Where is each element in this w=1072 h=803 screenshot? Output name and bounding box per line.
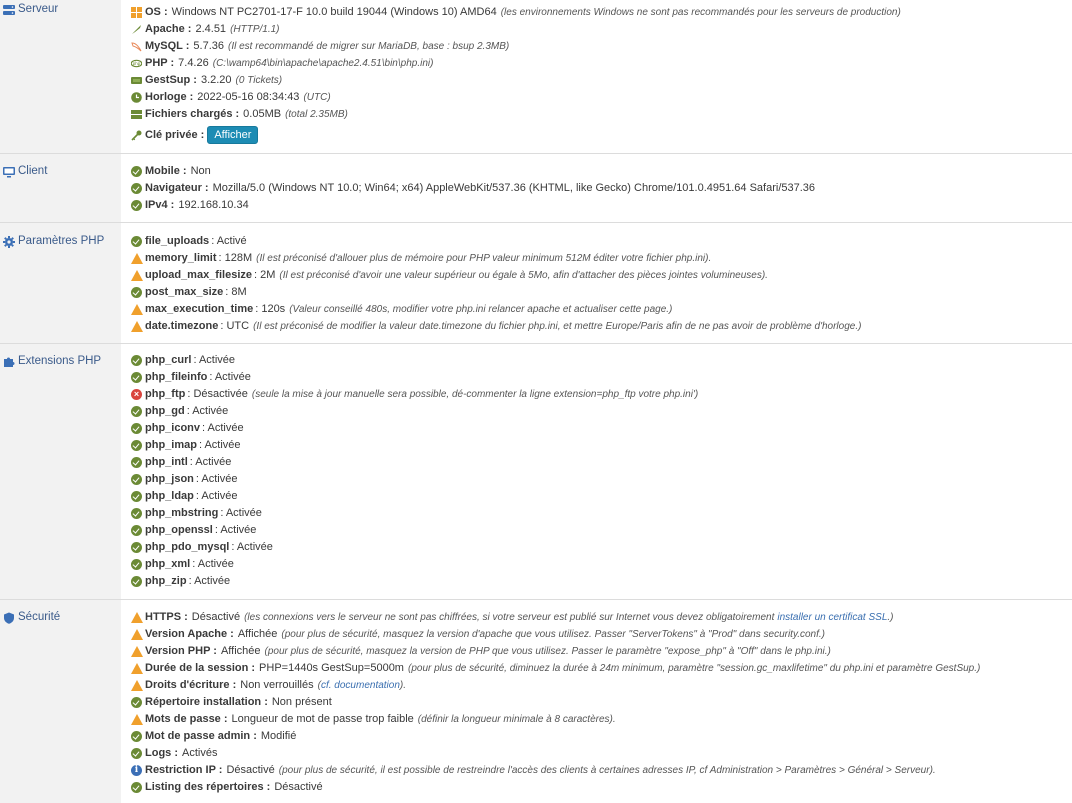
- section-title-securite: Sécurité: [18, 611, 61, 623]
- puzzle-icon: [3, 356, 15, 368]
- sec-row-logs: [131, 745, 1072, 762]
- section-body-client: [121, 154, 1072, 222]
- horloge-note: (UTC): [303, 92, 331, 103]
- warning-icon: [131, 680, 143, 691]
- param-value: : UTC: [220, 320, 250, 332]
- sec-value: Activés: [182, 747, 218, 759]
- check-circle-icon: [131, 423, 142, 434]
- check-circle-icon: [131, 355, 142, 366]
- sec-note: (pour plus de sécurité, il est possible de restreindre l'accès des clients à certaines adresses IP, cf Administration > Paramètres > Général > Serveur).: [278, 765, 936, 776]
- sec-name: Restriction IP :: [145, 764, 223, 776]
- param-value: : 2M: [254, 269, 276, 281]
- check-circle-icon: [131, 508, 142, 519]
- ext-row-php-ldap: [131, 488, 1072, 505]
- documentation-link[interactable]: cf. documentation: [320, 680, 400, 691]
- horloge-value: 2022-05-16 08:34:43: [197, 91, 300, 103]
- ext-row-php-xml: [131, 556, 1072, 573]
- key-icon: [131, 130, 142, 141]
- warning-icon: [131, 304, 143, 315]
- ext-value: : Activée: [214, 524, 257, 536]
- ext-name: php_iconv: [145, 422, 201, 434]
- info-circle-icon: i: [131, 765, 142, 776]
- check-circle-icon: [131, 748, 142, 759]
- sec-value: PHP=1440s GestSup=5000m: [259, 662, 404, 674]
- check-circle-icon: [131, 200, 142, 211]
- sec-name: Version PHP :: [145, 645, 217, 657]
- ext-value: : Activée: [202, 422, 244, 434]
- ipv4-value: 192.168.10.34: [178, 199, 249, 211]
- param-row-date-timezone: [131, 318, 1072, 335]
- check-circle-icon: [131, 457, 142, 468]
- sec-note: (pour plus de sécurité, masquez la version de PHP que vous utilisez. Passer le paramètre "expose_php" à "Off" dans le php.ini.): [264, 646, 831, 657]
- sec-value: Désactivé: [226, 764, 275, 776]
- install-ssl-link[interactable]: installer un certificat SSL: [777, 612, 888, 623]
- ext-name: php_curl: [145, 354, 192, 366]
- sec-value: Longueur de mot de passe trop faible: [231, 713, 414, 725]
- fichiers-value: 0.05MB: [243, 108, 282, 120]
- sec-row-restriction-ip: [131, 762, 1072, 779]
- apache-value: 2.4.51: [195, 23, 227, 35]
- sec-row-duree-session: [131, 660, 1072, 677]
- fichiers-label: Fichiers chargés :: [145, 108, 240, 120]
- param-value: : 128M: [218, 252, 253, 264]
- check-circle-icon: [131, 372, 142, 383]
- ext-row-php-curl: [131, 352, 1072, 369]
- info-row-cle: [131, 123, 1072, 147]
- sec-value: Modifié: [260, 730, 297, 742]
- ext-name: php_pdo_mysql: [145, 541, 230, 553]
- ext-name: php_imap: [145, 439, 197, 451]
- sec-row-listing-repertoires: [131, 779, 1072, 796]
- section-label-extensions: [0, 344, 121, 599]
- warning-icon: [131, 629, 143, 640]
- check-circle-icon: [131, 576, 142, 587]
- sec-value: Désactivé: [191, 611, 241, 623]
- param-row-post-max-size: [131, 284, 1072, 301]
- apache-feather-icon: [131, 24, 142, 35]
- info-row-fichiers: [131, 106, 1072, 123]
- check-circle-icon: [131, 542, 142, 553]
- sec-row-mot-de-passe-admin: [131, 728, 1072, 745]
- section-securite: [0, 600, 1072, 803]
- section-title-serveur: Serveur: [18, 3, 59, 15]
- sec-note: (définir la longueur minimale à 8 caractères).: [417, 714, 616, 725]
- param-row-memory-limit: [131, 250, 1072, 267]
- param-note: (Il est préconisé de modifier la valeur date.timezone du fichier php.ini, et mettre Europe/Paris afin de ne pas avoir de problème d'horloge.): [253, 321, 862, 332]
- section-label-securite: [0, 600, 121, 803]
- section-label-serveur: [0, 0, 121, 153]
- sec-name: Logs :: [145, 747, 178, 759]
- ext-value: : Activée: [195, 473, 238, 485]
- param-value: : 120s: [255, 303, 286, 315]
- ipv4-label: IPv4 :: [145, 199, 175, 211]
- mysql-label: MySQL :: [145, 40, 190, 52]
- check-circle-icon: [131, 183, 142, 194]
- sec-note: (pour plus de sécurité, masquez la version d'apache que vous utilisez. Passer "ServerTokens" à "Prod" dans security.conf.): [281, 629, 826, 640]
- sec-name: Listing des répertoires :: [145, 781, 271, 793]
- cle-label: Clé privée :: [145, 128, 205, 141]
- sec-row-https: [131, 609, 1072, 626]
- check-circle-icon: [131, 474, 142, 485]
- ext-row-php-json: [131, 471, 1072, 488]
- ext-value: : Activée: [192, 558, 234, 570]
- section-body-parametres: [121, 223, 1072, 343]
- warning-icon: [131, 253, 143, 264]
- ext-row-php-iconv: [131, 420, 1072, 437]
- os-label: OS :: [145, 6, 168, 18]
- section-parametres-php: [0, 223, 1072, 344]
- param-value: : Activé: [211, 235, 247, 247]
- sec-row-repertoire-installation: [131, 694, 1072, 711]
- php-value: 7.4.26: [178, 57, 209, 69]
- ext-row-php-gd: [131, 403, 1072, 420]
- section-body-extensions: [121, 344, 1072, 599]
- ext-row-php-fileinfo: [131, 369, 1072, 386]
- check-circle-icon: [131, 236, 142, 247]
- info-row-gestsup: [131, 72, 1072, 89]
- ext-name: php_intl: [145, 456, 188, 468]
- error-circle-icon: ×: [131, 389, 142, 400]
- php-label: PHP :: [145, 57, 175, 69]
- warning-icon: [131, 321, 143, 332]
- sec-value: Désactivé: [274, 781, 323, 793]
- apache-label: Apache :: [145, 23, 192, 35]
- sec-row-mots-de-passe: [131, 711, 1072, 728]
- sec-value: Non présent: [271, 696, 332, 708]
- section-client: [0, 154, 1072, 223]
- section-body-serveur: [121, 0, 1072, 153]
- gestsup-value: 3.2.20: [200, 74, 232, 86]
- info-row-horloge: [131, 89, 1072, 106]
- sec-note: (: [317, 680, 321, 691]
- ext-row-php-mbstring: [131, 505, 1072, 522]
- sec-name: Durée de la session :: [145, 662, 256, 674]
- check-circle-icon: [131, 525, 142, 536]
- param-value: : 8M: [225, 286, 247, 298]
- info-row-mobile: [131, 163, 1072, 180]
- gestsup-note: (0 Tickets): [235, 75, 283, 86]
- sec-name: Mot de passe admin :: [145, 730, 257, 742]
- os-note: (les environnements Windows ne sont pas recommandés pour les serveurs de production): [500, 7, 901, 18]
- sec-row-droits-ecriture: [131, 677, 1072, 694]
- ext-name: php_xml: [145, 558, 191, 570]
- apache-note: (HTTP/1.1): [230, 24, 280, 35]
- sec-name: Droits d'écriture :: [145, 679, 237, 691]
- ext-value: : Activée: [220, 507, 262, 519]
- sec-name: Mots de passe :: [145, 713, 228, 725]
- sec-name: Répertoire installation :: [145, 696, 268, 708]
- php-note: (C:\wamp64\bin\apache\apache2.4.51\bin\php.ini): [212, 58, 434, 69]
- check-circle-icon: [131, 440, 142, 451]
- param-name: memory_limit: [145, 252, 217, 264]
- ext-value: : Activée: [231, 541, 273, 553]
- ext-value: : Activée: [193, 354, 236, 366]
- sec-row-version-apache: [131, 626, 1072, 643]
- param-name: file_uploads: [145, 235, 210, 247]
- ext-value: : Activée: [189, 456, 232, 468]
- ext-value: : Activée: [188, 575, 231, 587]
- section-title-client: Client: [18, 165, 48, 177]
- check-circle-icon: [131, 559, 142, 570]
- sec-value: Affichée: [220, 645, 261, 657]
- fichiers-note: (total 2.35MB): [285, 109, 348, 120]
- param-note: (Il est préconisé d'avoir une valeur supérieur ou égale à 5Mo, afin d'attacher des pièces jointes volumineuses).: [279, 270, 768, 281]
- warning-icon: [131, 646, 143, 657]
- info-row-ipv4: [131, 197, 1072, 214]
- info-row-navigateur: [131, 180, 1072, 197]
- section-body-securite: [121, 600, 1072, 803]
- info-row-php: [131, 55, 1072, 72]
- php-icon: [131, 58, 142, 69]
- mysql-dolphin-icon: [131, 41, 142, 52]
- info-row-apache: [131, 21, 1072, 38]
- sec-row-version-php: [131, 643, 1072, 660]
- ext-row-php-imap: [131, 437, 1072, 454]
- warning-icon: [131, 612, 143, 623]
- sec-value: Non verrouillés: [240, 679, 314, 691]
- mobile-label: Mobile :: [145, 165, 187, 177]
- clock-icon: [131, 92, 142, 103]
- param-name: post_max_size: [145, 286, 224, 298]
- ext-name: php_mbstring: [145, 507, 219, 519]
- sec-note-end: .): [887, 612, 894, 623]
- ext-name: php_ftp: [145, 388, 186, 400]
- mysql-note: (Il est recommandé de migrer sur MariaDB, base : bsup 2.3MB): [228, 41, 510, 52]
- mobile-value: Non: [190, 165, 211, 177]
- check-circle-icon: [131, 491, 142, 502]
- ext-value: : Activée: [195, 490, 238, 502]
- ext-row-php-openssl: [131, 522, 1072, 539]
- section-title-extensions: Extensions PHP: [18, 355, 102, 367]
- param-name: max_execution_time: [145, 303, 254, 315]
- warning-icon: [131, 270, 143, 281]
- param-row-max-execution-time: [131, 301, 1072, 318]
- ext-name: php_gd: [145, 405, 185, 417]
- ticket-icon: [131, 75, 142, 86]
- ext-name: php_json: [145, 473, 194, 485]
- param-row-file-uploads: [131, 233, 1072, 250]
- check-circle-icon: [131, 697, 142, 708]
- section-title-parametres: Paramètres PHP: [18, 235, 105, 247]
- ext-value: : Activée: [209, 371, 251, 383]
- check-circle-icon: [131, 406, 142, 417]
- sec-note: (pour plus de sécurité, diminuez la durée à 24m minimum, paramètre "session.gc_maxlifetime" du php.ini et paramètre GestSup.): [407, 663, 981, 674]
- sec-name: Version Apache :: [145, 628, 234, 640]
- info-row-mysql: [131, 38, 1072, 55]
- server-icon: [3, 4, 15, 16]
- sec-name: HTTPS :: [145, 611, 188, 623]
- param-note: (Valeur conseillé 480s, modifier votre php.ini relancer apache et actualiser cette page.): [289, 304, 673, 315]
- section-serveur: [0, 0, 1072, 154]
- monitor-icon: [3, 166, 15, 178]
- storage-icon: [131, 109, 142, 120]
- ext-value: : Désactivée: [187, 388, 248, 400]
- mysql-value: 5.7.36: [193, 40, 225, 52]
- ext-value: : Activée: [198, 439, 241, 451]
- warning-icon: [131, 714, 143, 725]
- param-row-upload-max-filesize: [131, 267, 1072, 284]
- svg-text:php: php: [132, 61, 141, 67]
- warning-icon: [131, 663, 143, 674]
- navigateur-value: Mozilla/5.0 (Windows NT 10.0; Win64; x64) AppleWebKit/537.36 (KHTML, like Gecko) Chrome/101.0.4951.64 Safari/537.36: [212, 182, 816, 194]
- ext-value: : Activée: [186, 405, 229, 417]
- section-label-parametres: [0, 223, 121, 343]
- ext-row-php-intl: [131, 454, 1072, 471]
- ext-name: php_openssl: [145, 524, 213, 536]
- param-name: upload_max_filesize: [145, 269, 252, 281]
- shield-icon: [3, 612, 15, 624]
- gear-icon: [3, 236, 15, 248]
- check-circle-icon: [131, 731, 142, 742]
- horloge-label: Horloge :: [145, 91, 194, 103]
- ext-note: (seule la mise à jour manuelle sera possible, dé-commenter la ligne extension=php_ftp votre php.ini'): [251, 389, 699, 400]
- section-label-client: [0, 154, 121, 222]
- ext-name: php_ldap: [145, 490, 194, 502]
- ext-row-php-zip: [131, 573, 1072, 590]
- ext-name: php_zip: [145, 575, 187, 587]
- check-circle-icon: [131, 782, 142, 793]
- check-circle-icon: [131, 287, 142, 298]
- navigateur-label: Navigateur :: [145, 182, 209, 194]
- show-private-key-button[interactable]: Afficher: [207, 126, 258, 144]
- check-circle-icon: [131, 166, 142, 177]
- info-row-os: [131, 4, 1072, 21]
- windows-icon: [131, 7, 142, 18]
- gestsup-label: GestSup :: [145, 74, 197, 86]
- sec-value: Affichée: [237, 628, 278, 640]
- sec-note-end: ).: [399, 680, 407, 691]
- ext-row-php-pdo-mysql: [131, 539, 1072, 556]
- ext-name: php_fileinfo: [145, 371, 208, 383]
- os-value: Windows NT PC2701-17-F 10.0 build 19044 (Windows 10) AMD64: [171, 6, 497, 18]
- param-name: date.timezone: [145, 320, 219, 332]
- section-extensions-php: [0, 344, 1072, 600]
- ext-row-php-ftp: [131, 386, 1072, 403]
- param-note: (Il est préconisé d'allouer plus de mémoire pour PHP valeur minimum 512M éditer votre fichier php.ini).: [256, 253, 712, 264]
- sec-note: (les connexions vers le serveur ne sont pas chiffrées, si votre serveur est publié sur Internet vous devez obligatoirement: [244, 612, 775, 623]
